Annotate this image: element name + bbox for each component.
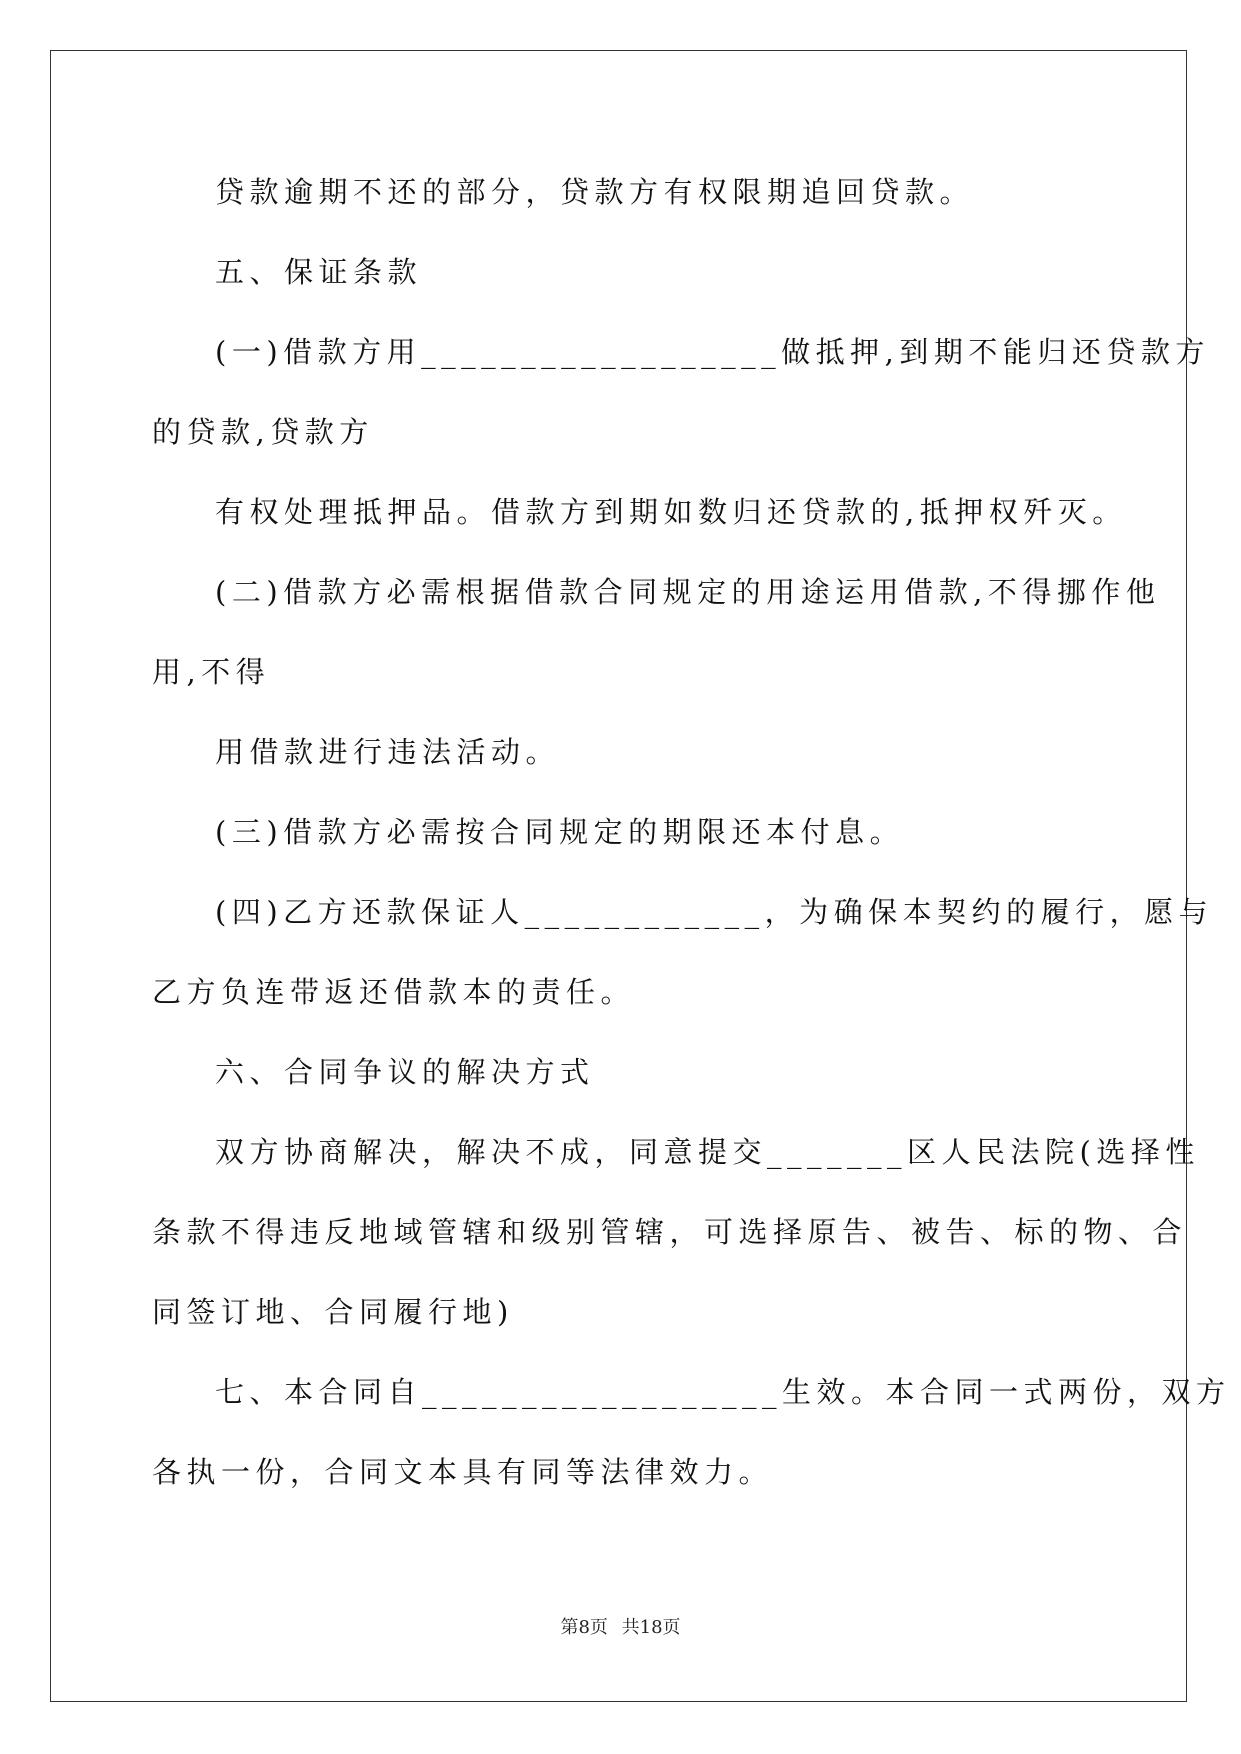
paragraph-line: 用,不得 — [152, 655, 271, 689]
paragraph-line: (四)乙方还款保证人____________，为确保本契约的履行，愿与 — [215, 895, 1214, 929]
paragraph-line: (三)借款方必需按合同规定的期限还本付息。 — [215, 815, 905, 849]
page-footer — [0, 1616, 1241, 1640]
paragraph-line: (一)借款方用__________________做抵押,到期不能归还贷款方 — [215, 335, 1210, 369]
paragraph-line: 的贷款,贷款方 — [152, 415, 374, 449]
paragraph-line: 有权处理抵押品。借款方到期如数归还贷款的,抵押权歼灭。 — [215, 495, 1127, 529]
paragraph-line: 同签订地、合同履行地) — [152, 1295, 514, 1329]
paragraph-line: 条款不得违反地域管辖和级别管辖，可选择原告、被告、标的物、合 — [152, 1215, 1188, 1249]
paragraph-line: 各执一份，合同文本具有同等法律效力。 — [152, 1455, 774, 1489]
section-heading: 六、合同争议的解决方式 — [215, 1055, 595, 1089]
page-total: 共18页 — [621, 1617, 681, 1638]
paragraph-line: 贷款逾期不还的部分，贷款方有权限期追回贷款。 — [215, 175, 975, 209]
paragraph-line: 用借款进行违法活动。 — [215, 735, 561, 769]
page-number: 第8页 — [560, 1617, 608, 1638]
paragraph-line: 乙方负连带返还借款本的责任。 — [152, 975, 636, 1009]
paragraph-line: (二)借款方必需根据借款合同规定的用途运用借款,不得挪作他 — [215, 575, 1161, 609]
paragraph-line: 双方协商解决，解决不成，同意提交_______区人民法院(选择性 — [215, 1135, 1200, 1169]
section-heading: 五、保证条款 — [215, 255, 423, 289]
paragraph-line: 七、本合同自__________________生效。本合同一式两份，双方 — [215, 1375, 1231, 1409]
